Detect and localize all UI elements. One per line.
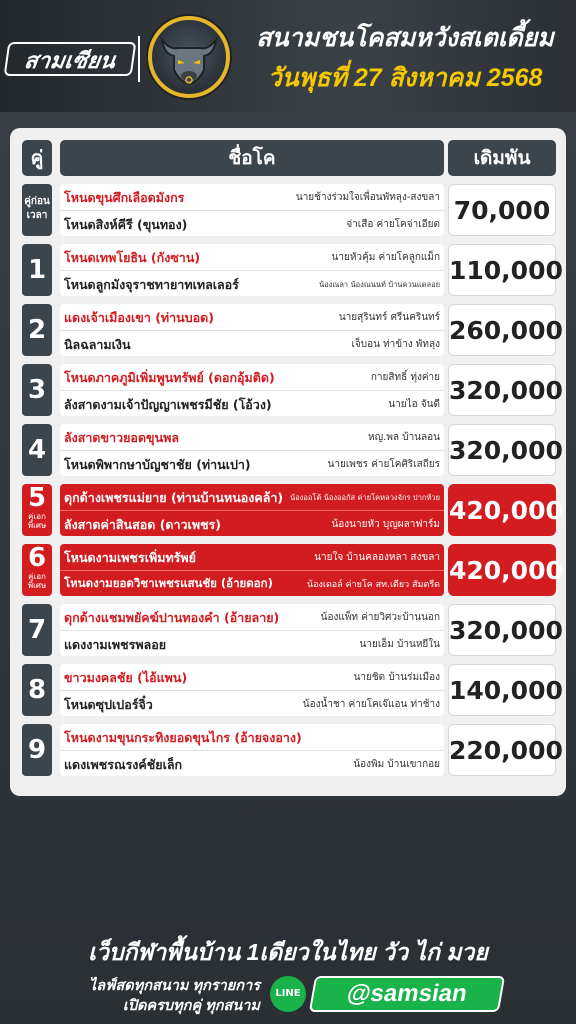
- pair-names: [60, 604, 444, 656]
- bet-amount: 420,000: [448, 484, 556, 536]
- owner-name: หญ.พล บ้านลอน: [368, 432, 440, 443]
- column-header-amount: เดิมพัน: [448, 140, 556, 176]
- bet-amount: 320,000: [448, 604, 556, 656]
- special-pair-badge: คู่เอกพิเศษ: [27, 572, 47, 590]
- pair-number: 1: [22, 244, 52, 296]
- pair-number: 3: [22, 364, 52, 416]
- owner-name: น้องเดอล์ ค่ายโค สท.เดียว สัมตรีด: [306, 580, 440, 590]
- special-pair-badge: คู่เอกพิเศษ: [27, 512, 47, 530]
- column-header-pair: คู่: [22, 140, 52, 176]
- cock-name: โหนดงามขุนกระทิงยอดขุนไกร (อ้ายจงอาง): [64, 730, 302, 745]
- owner-name: กายสิทธิ์ ทุ่งค่าย: [370, 372, 440, 383]
- owner-name: นายหัวคุ้ม ค่ายโคลูกแม็ก: [331, 252, 440, 263]
- event-date: วันพุธที่ 27 สิงหาคม 2568: [267, 64, 543, 92]
- pair-names: [60, 364, 444, 416]
- cock-name: โหนดพิพากษาบัญชาชัย (ท่านเปา): [64, 457, 251, 472]
- cock-name: ลังสาดขาวยอดขุนพล: [64, 430, 180, 445]
- cock-name: แดงเพชรณรงค์ชัยเล็ก: [64, 757, 183, 772]
- header: [0, 0, 576, 112]
- pair-number: คู่ก่อนเวลา: [22, 184, 52, 236]
- pair-names: [60, 484, 444, 536]
- pair-names: [60, 544, 444, 596]
- cock-name: แดงเจ้าเมืองเขา (ท่านบอด): [64, 310, 214, 325]
- pair-names: [60, 664, 444, 716]
- cock-name: โหนดงามยอดวิชาเพชรแสนชัย (อ้ายดอก): [64, 576, 273, 590]
- cock-name: โหนดงามเพชรเพิ่มทรัพย์: [64, 550, 196, 565]
- owner-name: นายสุรินทร์ ศรีนครินทร์: [338, 312, 440, 323]
- table-row-special: [10, 484, 566, 536]
- owner-name: นายเพชร ค่ายโคศิริเสถียร: [327, 459, 440, 470]
- owner-name: นายช้างร่วมใจเพื่อนพัทลุง-สงขลา: [295, 192, 440, 203]
- bet-amount: 320,000: [448, 364, 556, 416]
- owner-name: เจ็บอน ท่าข้าง พัทลุง: [351, 339, 440, 350]
- cock-name: โหนดสิงห์คีรี (ขุนทอง): [64, 217, 188, 232]
- table-row: [10, 184, 566, 236]
- column-header-names: ชื่อโค: [60, 140, 444, 176]
- bet-amount: 140,000: [448, 664, 556, 716]
- pair-number: 2: [22, 304, 52, 356]
- fight-table: [10, 128, 566, 796]
- bull-head-icon: [148, 16, 230, 98]
- cock-name: โหนดลูกมังจุราชทายาทเทลเลอร์: [64, 277, 239, 292]
- owner-name: น้องแพ็ท ค่ายวิศวะบ้านนอก: [320, 612, 440, 623]
- line-handle-button[interactable]: @samsian: [309, 976, 505, 1012]
- table-row-special: [10, 544, 566, 596]
- pair-number: 7: [22, 604, 52, 656]
- pair-number: 4: [22, 424, 52, 476]
- pair-number: 5 คู่เอกพิเศษ: [22, 484, 52, 536]
- page-title: สนามชนโคสมหวังสเตเดี้ยม: [256, 24, 554, 52]
- owner-name: น้องนายหัว บุญผลาฟาร์ม: [331, 519, 440, 530]
- owner-name: น้องพิม บ้านเขากอย: [353, 759, 440, 770]
- owner-name: น้องน้ำชา ค่ายโคเจ๊แอน ท่าช้าง: [302, 699, 440, 710]
- pair-number: 6 คู่เอกพิเศษ: [22, 544, 52, 596]
- pair-names: [60, 184, 444, 236]
- bet-amount: 420,000: [448, 544, 556, 596]
- owner-name: น้องณลา น้องณนนท์ บ้านควนแดลอย: [319, 280, 440, 289]
- cock-name: โหนดขุนศึกเลือดมังกร: [64, 190, 185, 205]
- owner-name: นายเอ็ม บ้านหยีใน: [359, 639, 440, 650]
- owner-name: นายชิด บ้านร่มเมือง: [353, 672, 440, 683]
- table-row: [10, 604, 566, 656]
- owner-name: น้องออโต้ น้องออกัส ค่ายโคหลวงจักร ปากห้วย: [290, 493, 440, 502]
- line-app-icon[interactable]: LINE: [270, 976, 306, 1012]
- table-row: [10, 244, 566, 296]
- table-row: [10, 724, 566, 776]
- cock-name: แดงงามเพชรพลอย: [64, 637, 167, 652]
- cock-name: ขาวมงคลชัย (ไอ้แพน): [64, 670, 188, 685]
- table-row: [10, 664, 566, 716]
- owner-name: จ่าเสือ ค่ายโคจ่าเอียด: [346, 219, 440, 230]
- cock-name: ลังสาดค่าสินสอด (ดาวเพชร): [64, 517, 221, 532]
- cock-name: โหนดเทพโยธิน (กังซาน): [64, 250, 201, 265]
- cock-name: ดุกด้างเพชรแม่ยาย (ท่านบ้านหนองคล้า): [64, 490, 284, 505]
- pair-number: 9: [22, 724, 52, 776]
- pair-names: [60, 304, 444, 356]
- cock-name: นิลฉลามเงิน: [64, 337, 131, 352]
- brand-separator: [138, 36, 140, 82]
- cock-name: ดุกด้างแชมพยัคฆ์ปานทองคำ (อ้ายลาย): [64, 610, 280, 625]
- table-row: [10, 304, 566, 356]
- footer-subtitle: เปิดครบทุกคู่ ทุกสนาม: [122, 998, 260, 1014]
- footer-tagline: เว็บกีฬาพื้นบ้าน 1เดียวในไทย วัว ไก่ มวย: [88, 939, 488, 965]
- pair-names: [60, 424, 444, 476]
- cock-name: ลังสาดงามเจ้าปัญญาเพชรมีชัย (โอ้วง): [64, 397, 272, 412]
- brand-logo-text: สามเซียน: [4, 42, 137, 76]
- bet-amount: 220,000: [448, 724, 556, 776]
- pair-names: [60, 724, 444, 776]
- bet-amount: 110,000: [448, 244, 556, 296]
- bet-amount: 260,000: [448, 304, 556, 356]
- cock-name: โหนดภาคภูมิเพิ่มพูนทรัพย์ (ดอกอุ้มติด): [64, 370, 275, 385]
- table-row: [10, 364, 566, 416]
- owner-name: นายใจ บ้านคลองหลา สงขลา: [314, 552, 440, 563]
- pair-number: 8: [22, 664, 52, 716]
- bet-amount: 320,000: [448, 424, 556, 476]
- table-row: [10, 424, 566, 476]
- pair-names: [60, 244, 444, 296]
- cock-name: โหนดซุปเปอร์จิ๋ว: [64, 697, 153, 712]
- bet-amount: 70,000: [448, 184, 556, 236]
- owner-name: นายไอ จันดี: [388, 399, 440, 410]
- footer-subtitle: ไลฟ์สดทุกสนาม ทุกรายการ: [88, 978, 260, 994]
